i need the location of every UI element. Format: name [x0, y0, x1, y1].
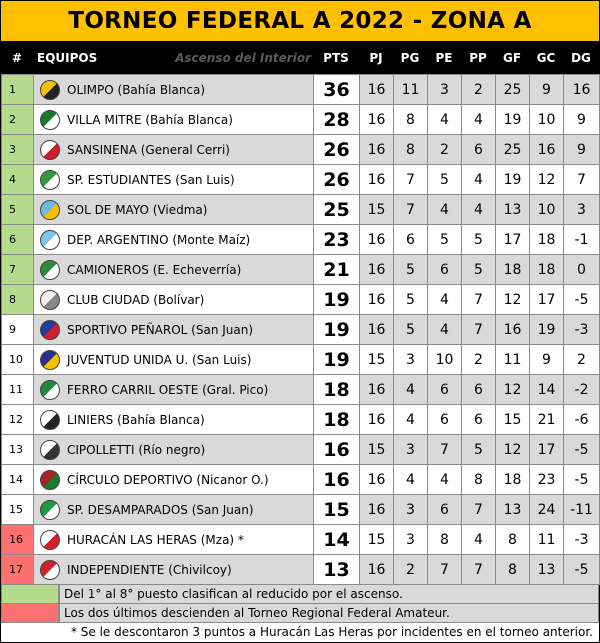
row-pts: 25: [314, 195, 360, 225]
row-team: [34, 555, 314, 585]
row-pj: 16: [360, 75, 394, 105]
row-pe: 6: [428, 255, 462, 285]
row-pts: 28: [314, 105, 360, 135]
team-name: DEP. ARGENTINO (Monte Maíz): [67, 232, 251, 247]
row-position: 6: [2, 225, 34, 255]
row-dg: -3: [564, 525, 600, 555]
row-pg: 4: [394, 465, 428, 495]
row-dg: -5: [564, 465, 600, 495]
row-position: 12: [2, 405, 34, 435]
row-pp: 4: [462, 105, 496, 135]
row-team: [34, 405, 314, 435]
row-gf: 15: [496, 405, 530, 435]
row-team: [34, 255, 314, 285]
row-dg: 9: [564, 135, 600, 165]
row-dg: 9: [564, 105, 600, 135]
table-row: [2, 375, 600, 405]
row-pe: 10: [428, 345, 462, 375]
row-team: [34, 435, 314, 465]
row-gf: 18: [496, 465, 530, 495]
row-pj: 16: [360, 165, 394, 195]
row-pp: 2: [462, 75, 496, 105]
row-team: [34, 525, 314, 555]
row-pj: 16: [360, 285, 394, 315]
row-pp: 6: [462, 375, 496, 405]
row-dg: -6: [564, 405, 600, 435]
row-pe: 2: [428, 135, 462, 165]
row-gf: 25: [496, 135, 530, 165]
row-team: [34, 75, 314, 105]
row-pp: 4: [462, 165, 496, 195]
table-row: [2, 465, 600, 495]
row-team: [34, 225, 314, 255]
row-pe: 3: [428, 75, 462, 105]
row-gf: 12: [496, 435, 530, 465]
row-team: [34, 285, 314, 315]
row-gc: 14: [530, 375, 564, 405]
row-dg: 3: [564, 195, 600, 225]
juventud-crest-icon: [40, 350, 60, 370]
standings-table: [1, 74, 600, 585]
row-pg: 3: [394, 345, 428, 375]
row-pg: 7: [394, 195, 428, 225]
table-row: [2, 285, 600, 315]
row-pg: 3: [394, 435, 428, 465]
table-row: [2, 525, 600, 555]
row-pe: 4: [428, 105, 462, 135]
table-row: [2, 75, 600, 105]
legend-relegation: [1, 603, 599, 623]
row-gc: 19: [530, 315, 564, 345]
row-pe: 4: [428, 315, 462, 345]
argentino-crest-icon: [40, 230, 60, 250]
row-gf: 25: [496, 75, 530, 105]
row-pg: 5: [394, 285, 428, 315]
row-pe: 6: [428, 375, 462, 405]
row-pe: 6: [428, 405, 462, 435]
row-pp: 4: [462, 525, 496, 555]
row-pts: 15: [314, 495, 360, 525]
legend-qualify-swatch: [1, 584, 59, 604]
row-pj: 15: [360, 195, 394, 225]
row-pts: 23: [314, 225, 360, 255]
row-gc: 13: [530, 555, 564, 585]
row-team: [34, 465, 314, 495]
team-name: OLIMPO (Bahía Blanca): [67, 82, 206, 97]
row-gf: 13: [496, 195, 530, 225]
header-watermark: Ascenso del Interior: [175, 51, 311, 65]
row-dg: 7: [564, 165, 600, 195]
row-pts: 19: [314, 285, 360, 315]
row-gf: 11: [496, 345, 530, 375]
team-name: CLUB CIUDAD (Bolívar): [67, 292, 205, 307]
row-dg: 16: [564, 75, 600, 105]
row-position: 16: [2, 525, 34, 555]
table-row: [2, 165, 600, 195]
independiente-crest-icon: [40, 560, 60, 580]
header-pe: PE: [435, 51, 453, 65]
row-pg: 4: [394, 405, 428, 435]
row-pj: 15: [360, 525, 394, 555]
row-pj: 16: [360, 555, 394, 585]
legend-qualify-text: Del 1° al 8° puesto clasifican al reducido por el ascenso.: [59, 584, 599, 604]
ciudad-crest-icon: [40, 290, 60, 310]
row-position: 11: [2, 375, 34, 405]
row-pj: 16: [360, 465, 394, 495]
sol-de-mayo-crest-icon: [40, 200, 60, 220]
table-row: [2, 345, 600, 375]
row-gc: 9: [530, 75, 564, 105]
team-name: SOL DE MAYO (Viedma): [67, 202, 208, 217]
row-pg: 4: [394, 375, 428, 405]
team-name: LINIERS (Bahía Blanca): [67, 412, 205, 427]
row-pe: 5: [428, 225, 462, 255]
villa-mitre-crest-icon: [40, 110, 60, 130]
row-pg: 5: [394, 255, 428, 285]
row-position: 3: [2, 135, 34, 165]
row-gf: 13: [496, 495, 530, 525]
row-pe: 4: [428, 465, 462, 495]
row-pj: 16: [360, 315, 394, 345]
row-pj: 16: [360, 105, 394, 135]
header-team: EQUIPOS: [37, 51, 98, 65]
row-pj: 15: [360, 435, 394, 465]
row-position: 7: [2, 255, 34, 285]
row-pp: 8: [462, 465, 496, 495]
row-pp: 7: [462, 315, 496, 345]
row-gf: 17: [496, 225, 530, 255]
header-gc: GC: [536, 51, 556, 65]
row-gc: 10: [530, 195, 564, 225]
camioneros-crest-icon: [40, 260, 60, 280]
row-pe: 7: [428, 435, 462, 465]
row-pj: 15: [360, 345, 394, 375]
row-dg: -5: [564, 435, 600, 465]
header-gf: GF: [502, 51, 522, 65]
row-position: 14: [2, 465, 34, 495]
row-pg: 8: [394, 105, 428, 135]
header-pg: PG: [400, 51, 420, 65]
row-pg: 3: [394, 525, 428, 555]
row-dg: -3: [564, 315, 600, 345]
row-team: [34, 345, 314, 375]
row-position: 1: [2, 75, 34, 105]
team-name: SANSINENA (General Cerri): [67, 142, 230, 157]
row-pg: 3: [394, 495, 428, 525]
row-pp: 7: [462, 285, 496, 315]
row-gc: 24: [530, 495, 564, 525]
row-position: 9: [2, 315, 34, 345]
header-pp: PP: [469, 51, 487, 65]
row-gc: 18: [530, 255, 564, 285]
row-pg: 2: [394, 555, 428, 585]
row-pj: 16: [360, 255, 394, 285]
header-pj: PJ: [369, 51, 383, 65]
row-pe: 6: [428, 495, 462, 525]
team-name: INDEPENDIENTE (Chivilcoy): [67, 562, 232, 577]
header-pts: PTS: [323, 51, 349, 65]
row-position: 2: [2, 105, 34, 135]
row-team: [34, 375, 314, 405]
team-name: CAMIONEROS (E. Echeverría): [67, 262, 242, 277]
row-gf: 12: [496, 375, 530, 405]
row-gf: 12: [496, 285, 530, 315]
row-pts: 14: [314, 525, 360, 555]
olimpo-crest-icon: [40, 80, 60, 100]
row-position: 4: [2, 165, 34, 195]
row-gc: 17: [530, 285, 564, 315]
team-name: HURACÁN LAS HERAS (Mza) *: [67, 532, 244, 547]
row-dg: -5: [564, 285, 600, 315]
row-gc: 9: [530, 345, 564, 375]
team-name: SPORTIVO PEÑAROL (San Juan): [67, 322, 254, 337]
desamparados-crest-icon: [40, 500, 60, 520]
row-pp: 7: [462, 555, 496, 585]
footnote: * Se le descontaron 3 puntos a Huracán Las Heras por incidentes en el torneo anterior.: [70, 625, 593, 639]
estudiantes-crest-icon: [40, 170, 60, 190]
row-position: 13: [2, 435, 34, 465]
sansinena-crest-icon: [40, 140, 60, 160]
table-row: [2, 135, 600, 165]
team-name: VILLA MITRE (Bahía Blanca): [67, 112, 233, 127]
team-name: JUVENTUD UNIDA U. (San Luis): [67, 352, 252, 367]
row-pts: 19: [314, 345, 360, 375]
row-pts: 26: [314, 135, 360, 165]
team-name: FERRO CARRIL OESTE (Gral. Pico): [67, 382, 269, 397]
row-gf: 16: [496, 315, 530, 345]
row-pg: 5: [394, 315, 428, 345]
row-pp: 6: [462, 405, 496, 435]
row-pts: 13: [314, 555, 360, 585]
row-pj: 16: [360, 375, 394, 405]
row-pg: 6: [394, 225, 428, 255]
penarol-crest-icon: [40, 320, 60, 340]
row-pg: 7: [394, 165, 428, 195]
row-gf: 8: [496, 555, 530, 585]
row-pts: 18: [314, 405, 360, 435]
row-pts: 21: [314, 255, 360, 285]
legend-relegation-swatch: [1, 603, 59, 623]
table-row: [2, 255, 600, 285]
row-position: 17: [2, 555, 34, 585]
row-gf: 19: [496, 105, 530, 135]
row-dg: -1: [564, 225, 600, 255]
row-position: 10: [2, 345, 34, 375]
row-team: [34, 135, 314, 165]
row-pe: 4: [428, 195, 462, 225]
row-team: [34, 315, 314, 345]
table-row: [2, 405, 600, 435]
table-row: [2, 195, 600, 225]
row-gc: 17: [530, 435, 564, 465]
table-row: [2, 555, 600, 585]
table-row: [2, 495, 600, 525]
table-row: [2, 435, 600, 465]
row-pe: 7: [428, 555, 462, 585]
row-pj: 16: [360, 405, 394, 435]
row-pj: 16: [360, 495, 394, 525]
row-pts: 16: [314, 435, 360, 465]
row-gc: 11: [530, 525, 564, 555]
row-pts: 19: [314, 315, 360, 345]
row-gf: 18: [496, 255, 530, 285]
liniers-crest-icon: [40, 410, 60, 430]
row-team: [34, 195, 314, 225]
row-position: 8: [2, 285, 34, 315]
row-pp: 5: [462, 225, 496, 255]
row-team: [34, 165, 314, 195]
row-pts: 26: [314, 165, 360, 195]
row-pp: 5: [462, 435, 496, 465]
row-dg: -5: [564, 555, 600, 585]
huracan-crest-icon: [40, 530, 60, 550]
row-team: [34, 495, 314, 525]
row-pp: 4: [462, 195, 496, 225]
row-pts: 18: [314, 375, 360, 405]
row-gc: 10: [530, 105, 564, 135]
row-gc: 12: [530, 165, 564, 195]
row-pp: 6: [462, 135, 496, 165]
row-pe: 8: [428, 525, 462, 555]
row-dg: 0: [564, 255, 600, 285]
row-pts: 36: [314, 75, 360, 105]
ferro-crest-icon: [40, 380, 60, 400]
legend-qualify: [1, 584, 599, 604]
row-gf: 8: [496, 525, 530, 555]
table-row: [2, 105, 600, 135]
table-row: [2, 315, 600, 345]
table-header-row: [1, 42, 599, 74]
row-gf: 19: [496, 165, 530, 195]
legend-relegation-text: Los dos últimos descienden al Torneo Regional Federal Amateur.: [59, 603, 599, 623]
row-pts: 16: [314, 465, 360, 495]
row-gc: 23: [530, 465, 564, 495]
row-pe: 5: [428, 165, 462, 195]
header-pos: #: [11, 51, 23, 65]
table-row: [2, 225, 600, 255]
row-gc: 16: [530, 135, 564, 165]
team-name: CÍRCULO DEPORTIVO (Nicanor O.): [67, 472, 269, 487]
circulo-crest-icon: [40, 470, 60, 490]
table-title: TORNEO FEDERAL A 2022 - ZONA A: [1, 1, 599, 42]
row-position: 5: [2, 195, 34, 225]
row-gc: 21: [530, 405, 564, 435]
row-position: 15: [2, 495, 34, 525]
header-dg: DG: [571, 51, 591, 65]
team-name: SP. ESTUDIANTES (San Luis): [67, 172, 235, 187]
row-pg: 8: [394, 135, 428, 165]
row-dg: 2: [564, 345, 600, 375]
team-name: CIPOLLETTI (Río negro): [67, 442, 206, 457]
row-pp: 2: [462, 345, 496, 375]
row-pe: 4: [428, 285, 462, 315]
row-pp: 5: [462, 255, 496, 285]
row-pj: 16: [360, 135, 394, 165]
row-pp: 7: [462, 495, 496, 525]
row-dg: -2: [564, 375, 600, 405]
row-pg: 11: [394, 75, 428, 105]
row-pj: 16: [360, 225, 394, 255]
cipolletti-crest-icon: [40, 440, 60, 460]
row-team: [34, 105, 314, 135]
row-dg: -11: [564, 495, 600, 525]
team-name: SP. DESAMPARADOS (San Juan): [67, 502, 254, 517]
row-gc: 18: [530, 225, 564, 255]
